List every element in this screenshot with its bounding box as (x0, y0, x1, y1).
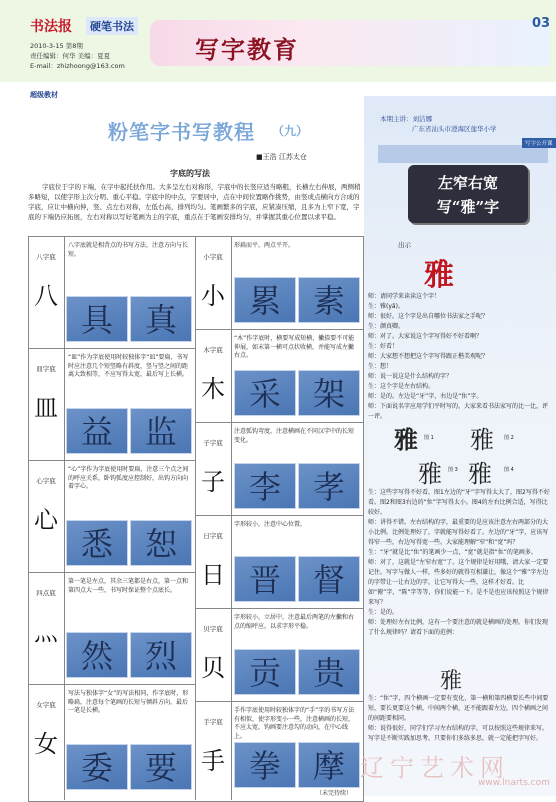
row-description: 字形较小，注意中心位置。 (234, 521, 307, 528)
showcase-character: 雅 (424, 258, 454, 293)
grid-divider (195, 236, 196, 800)
row-divider (195, 515, 364, 516)
grid-divider (64, 236, 65, 800)
row-description: “皿”作为字底使用时较独体字“皿”要扁，书写时应注意几个短竖略有斜度，竖与竖之间的距离大致相等，不应写得太宽，最后写上长横。 (68, 354, 189, 378)
show-label: 出示 (398, 241, 411, 249)
figure-char-2: 雅 (470, 426, 494, 454)
example-tile: 真 (130, 296, 192, 342)
example-tile: 贡 (234, 649, 296, 695)
example-tile: 监 (130, 408, 192, 454)
dialog-part-2: 生：这些字写得不好看，图1左边的“牙”字写得太大了，图2写得不好看。图2和图3右边的“隹”字写得太小。图4的左右比例合适，写得比较好。 师：讲得不错。左右结构的字，最重要的是应该注意左右两部分的大小比例。比例处理好了，字就能写得好看了。左边的“牙”字，应该写得窄一些，右边写得宽一些。大家能理解“窄”和“宽”吗？ 生：“牙”就是比“隹”的笔画少一点，“宽”就是指“隹”的笔画多。 师：对了，这就是“左窄右宽”了。这个规律是好用哦，请大家一定要记住。写字与做人一样，些多好的就得互相谦让，像这个“雅”字左边的字带让一让右边的字，让它写得大一些，这样才好看。比如“俯”字，“陈”字等等，你们说能一下。是不是也应该按照这个规律来写？ 生：是的。 师：处理好左右比例，这有一个要注意的就是横画的处理。你们发现了什么规律吗？请看下面的范例： (368, 489, 550, 636)
example-tile: 烈 (130, 632, 192, 678)
newspaper-brand: 书法报 (30, 19, 72, 35)
example-tile: 督 (298, 556, 360, 602)
row-description: 写法与独体字“女”的写法相同，作字底时，形略扁，注意每个笔画的长短与倾斜方向，最后一笔是长横。 (68, 690, 189, 714)
example-tile: 贵 (298, 649, 360, 695)
row-label: 木字底 (203, 346, 223, 354)
figure-char-3: 雅 (418, 460, 442, 488)
article-title: 粉笔字书写教程 (108, 120, 255, 144)
row-divider (28, 684, 196, 685)
article-author: ■王浩 江苏太仓 (256, 153, 307, 161)
editor-line: 责任编辑：何华 美编：夏夏 (30, 52, 111, 60)
row-character: 日 (201, 561, 225, 589)
row-character: 手 (201, 747, 225, 775)
row-label: 日字底 (203, 532, 223, 540)
brand-subtitle: 硬笔书法 (86, 17, 138, 35)
row-divider (28, 460, 196, 461)
row-divider (28, 348, 196, 349)
row-character: 子 (201, 468, 225, 496)
example-tile: 然 (66, 632, 128, 678)
school-label: 广东省汕头市澄海区莲华小学 (412, 125, 497, 133)
row-description: 手作字底使用时较独体字的“手”字的书写方法有相似，使字形变小一些，注意横画的长短，不应太宽，钩画要注意勾的动向，在中心线上。 (234, 707, 355, 740)
issue-date: 2010-3-15 第8期 (30, 42, 83, 50)
row-label: 贝字底 (203, 625, 223, 633)
row-label: 八字底 (36, 253, 56, 261)
example-tile: 恕 (130, 520, 192, 566)
row-character: 贝 (201, 654, 225, 682)
example-tile: 架 (298, 370, 360, 416)
row-divider (195, 329, 364, 330)
figure-char-4: 雅 (468, 460, 492, 488)
row-description: 第一笔是左点，其余三笔都是右点，第一点和第四点大一些，书写时保证整个点底长。 (68, 578, 189, 594)
row-divider (28, 572, 196, 573)
example-tile: 累 (234, 277, 296, 323)
row-description: 八字底就是相背点的书写方法，注意方向与长短。 (68, 242, 189, 258)
example-character: 雅 (440, 669, 463, 694)
figure-label-3: 图 3 (448, 467, 458, 473)
example-tile: 孝 (298, 463, 360, 509)
figure-label-1: 图 1 (424, 435, 434, 441)
dialog-part-1: 师：请同学来读读这个字！ 生：雅(yǎ)。 师：很好。这个字是出自哪位书法家之手呢？ 生：颜真卿。 师：对了。大家说这个字写得好不好看啊？ 生：好看！ 师：大家想不想把这个字写得跟正楷美观呢？ 生：想！ 师：说一说这是什么结构的字？ 生：这个字是左右结构。 师：是的。左边是“牙”字，右边是“隹”字。 师：下面说名字应用学们平时写的，大家来看书法家写的比一比，评一评。 (368, 293, 549, 420)
row-description: 形扁而平，两点平开。 (234, 242, 295, 249)
figure-label-4: 图 4 (504, 467, 514, 473)
row-label: 小字底 (203, 253, 223, 261)
row-character: 灬 (34, 618, 58, 646)
example-tile: 委 (66, 744, 128, 790)
watermark-logo: 辽宁艺术网 (360, 754, 510, 782)
email-line: E-mail：zhizhoong@163.com (30, 62, 125, 70)
row-description: 字形较小，立居中，注意最后两笔的左撇和右点的缩呼应，以求字形平稳。 (234, 614, 355, 630)
intro-paragraph: 字底位于字的下端，在字中起托扶作用。大多呈左右对称形，字底中的长竖应适当略粗，长横左右伸展，两侧稍多略短，以使字形主次分明、重心平稳。字底中的中点，字要居中，点在中间位置略作挑势，由竖或点横向方合成的字底，应让中横向伸，竖、点左右对称，左低右高，排列均匀。笔画繁多的字底，应紧凑压缩，且多为上窄下宽，字底的下端仍应拓展，左右对称以写好笔画为主的字底，重点在于笔画安排均匀，并掌握其重心位置以求平稳。 (28, 183, 361, 221)
example-tile: 素 (298, 277, 360, 323)
row-label: 心字底 (36, 477, 56, 485)
figure-label-2: 图 2 (504, 435, 514, 441)
row-label: 四点底 (36, 589, 56, 597)
watermark-url: www.lnarts.com (478, 778, 550, 788)
lesson-tag: 写字公开课 (522, 138, 556, 148)
lesson-title-line2: 写“雅”字 (436, 198, 500, 216)
row-character: 心 (34, 506, 58, 534)
column-tag: 超级教材 (30, 91, 58, 99)
section-title: 写字教育 (195, 35, 299, 64)
lecturer-label: 本期主讲：刘洁娜 (380, 115, 432, 123)
row-character: 皿 (34, 394, 58, 422)
example-tile: 晋 (234, 556, 296, 602)
dialog-part-3: 生：“隹”字，四个横画一定要有变化，第一横和第四横要长些中间要短，要长更要这个横，中间两个横，还不能跟着左边，四个横画之间的间距要相同。 师：说得很好，同学们学习左右结构的字，可以按照这些规律来写。写字是不断实践加思考，只要你们多练多思，就一定能把字写好。 (368, 695, 549, 742)
lesson-title-line1: 左窄右宽 (437, 174, 498, 192)
row-character: 木 (201, 375, 225, 403)
continued-note: （未完待续） (316, 790, 353, 797)
example-tile: 益 (66, 408, 128, 454)
row-divider (195, 608, 364, 609)
row-description: “心”字作为字底使用时要扁，注意三个点之间的呼应关系，卧钩弧度应控制好，出钩方向向着字心。 (68, 466, 189, 490)
row-divider (195, 701, 364, 702)
example-tile: 具 (66, 296, 128, 342)
example-tile: 要 (130, 744, 192, 790)
row-character: 八 (34, 282, 58, 310)
example-tile: 李 (234, 463, 296, 509)
example-tile: 采 (234, 370, 296, 416)
row-label: 皿字底 (36, 365, 56, 373)
row-character: 小 (201, 282, 225, 310)
row-character: 女 (34, 730, 58, 758)
row-label: 子字底 (203, 439, 223, 447)
article-title-number: （九） (272, 124, 309, 138)
section-heading: 字底的写法 (170, 169, 210, 178)
row-label: 手字底 (203, 718, 223, 726)
row-description: “木”作字底时，横要写成短横，撇捺要不可能伸展，如末第一横可点状收横，并能写成左撇右点。 (234, 335, 355, 359)
figure-char-1: 雅 (394, 425, 418, 454)
page-number: 03 (532, 16, 551, 31)
example-tile: 拳 (234, 742, 296, 788)
row-divider (195, 422, 364, 423)
example-tile: 悉 (66, 520, 128, 566)
example-tile: 摩 (298, 742, 360, 788)
grid-divider (231, 236, 232, 800)
row-label: 女字底 (36, 701, 56, 709)
row-description: 注意弧钩弯度，注意横画在不同汉字中的长短变化。 (234, 428, 355, 444)
